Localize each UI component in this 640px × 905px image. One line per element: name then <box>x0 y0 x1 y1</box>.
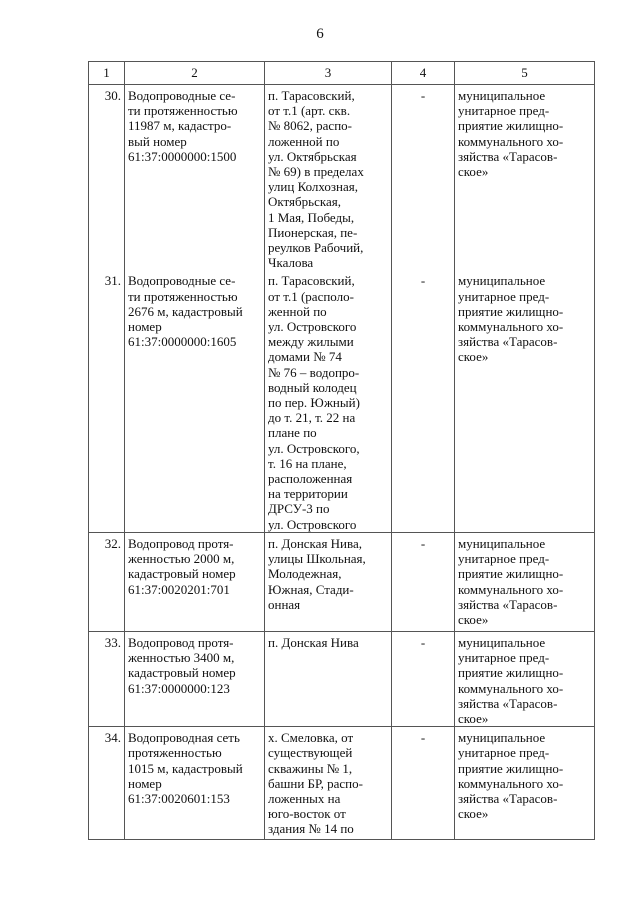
object-location: х. Смеловка, от существующей скважины № 1, башни БР, распо- ложенных на юго-восток от здания № 14 по <box>265 727 392 840</box>
column-header: 2 <box>125 62 265 85</box>
object-location: п. Тарасовский, от т.1 (арт. скв. № 8062, распо- ложенной по ул. Октябрьская № 69) в пределах улиц Колхозная, Октябрьская, 1 Мая, Победы, Пионерская, пе- реулков Рабочий, Чкалова <box>265 85 392 271</box>
object-name: Водопроводные се- ти протяженностью 2676 м, кадастровый номер 61:37:0000000:1605 <box>125 270 265 532</box>
object-name: Водопровод протя- женностью 2000 м, кадастровый номер 61:37:0020201:701 <box>125 532 265 631</box>
table-row <box>89 631 595 726</box>
object-location: п. Донская Нива <box>265 631 392 726</box>
object-name: Водопровод протя- женностью 3400 м, кадастровый номер 61:37:0000000:123 <box>125 631 265 726</box>
rights-holder: муниципальное унитарное пред- приятие жилищно- коммунального хо- зяйства «Тарасов- ское» <box>455 727 595 840</box>
rights-holder: муниципальное унитарное пред- приятие жилищно- коммунального хо- зяйства «Тарасов- ское» <box>455 532 595 631</box>
table-row <box>89 270 595 532</box>
column-4-value: - <box>392 631 455 726</box>
rights-holder: муниципальное унитарное пред- приятие жилищно- коммунального хо- зяйства «Тарасов- ское» <box>455 270 595 532</box>
row-number: 33. <box>89 631 125 726</box>
column-header: 3 <box>265 62 392 85</box>
rights-holder: муниципальное унитарное пред- приятие жилищно- коммунального хо- зяйства «Тарасов- ское» <box>455 631 595 726</box>
row-number: 31. <box>89 270 125 532</box>
column-4-value: - <box>392 532 455 631</box>
row-number: 30. <box>89 85 125 271</box>
column-header: 4 <box>392 62 455 85</box>
object-location: п. Тарасовский, от т.1 (располо- женной по ул. Островского между жилыми домами № 74 № 76 – водопро- водный колодец по пер. Южный) до т. 21, т. 22 на плане по ул. Островского, т. 16 на плане, расположенная на территории ДРСУ-3 по ул. Островского <box>265 270 392 532</box>
table-row <box>89 85 595 271</box>
property-registry-table <box>88 61 595 840</box>
column-4-value: - <box>392 270 455 532</box>
rights-holder: муниципальное унитарное пред- приятие жилищно- коммунального хо- зяйства «Тарасов- ское» <box>455 85 595 271</box>
column-header: 1 <box>89 62 125 85</box>
column-4-value: - <box>392 727 455 840</box>
column-4-value: - <box>392 85 455 271</box>
object-name: Водопроводные се- ти протяженностью 11987 м, кадастро- вый номер 61:37:0000000:1500 <box>125 85 265 271</box>
table-row <box>89 532 595 631</box>
page-number: 6 <box>316 26 324 42</box>
row-number: 32. <box>89 532 125 631</box>
column-header: 5 <box>455 62 595 85</box>
table-row <box>89 727 595 840</box>
table-header-row <box>89 62 595 85</box>
object-location: п. Донская Нива, улицы Школьная, Молодежная, Южная, Стади- онная <box>265 532 392 631</box>
object-name: Водопроводная сеть протяженностью 1015 м, кадастровый номер 61:37:0020601:153 <box>125 727 265 840</box>
row-number: 34. <box>89 727 125 840</box>
